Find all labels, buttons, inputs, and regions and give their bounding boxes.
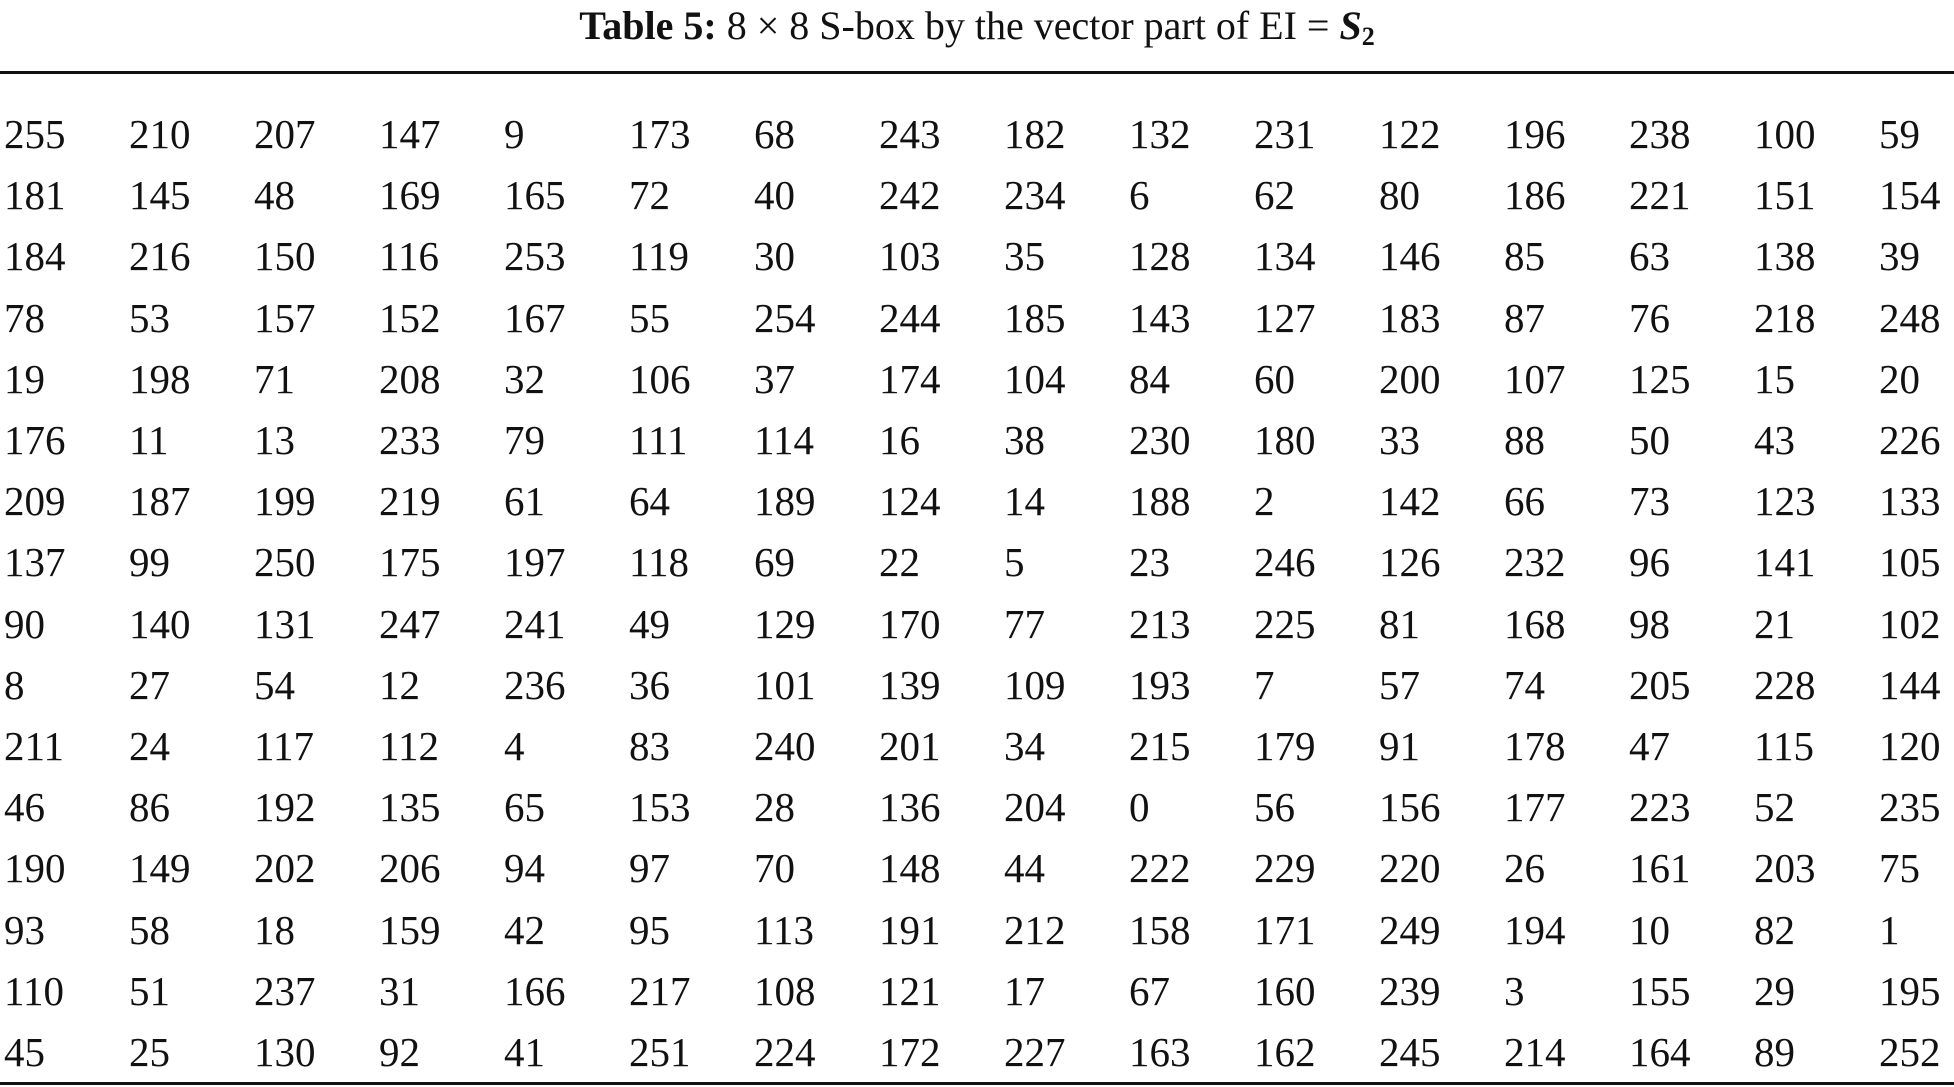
table-cell: 99 xyxy=(129,539,170,586)
table-cell: 40 xyxy=(754,172,795,219)
table-cell: 35 xyxy=(1004,233,1045,280)
table-row xyxy=(4,716,1949,777)
table-cell: 191 xyxy=(879,906,941,953)
table-cell: 132 xyxy=(1129,111,1191,158)
table-cell: 66 xyxy=(1504,478,1545,525)
table-row xyxy=(4,532,1949,593)
table-caption xyxy=(0,2,1954,61)
table-cell: 103 xyxy=(879,233,941,280)
table-cell: 86 xyxy=(129,784,170,831)
table-cell: 87 xyxy=(1504,294,1545,341)
table-cell: 206 xyxy=(379,845,441,892)
table-cell: 237 xyxy=(254,967,316,1014)
table-cell: 90 xyxy=(4,600,45,647)
table-cell: 28 xyxy=(754,784,795,831)
table-cell: 2 xyxy=(1254,478,1275,525)
table-cell: 92 xyxy=(379,1028,420,1075)
table-row xyxy=(4,838,1949,899)
table-cell: 162 xyxy=(1254,1028,1316,1075)
table-cell: 11 xyxy=(129,417,169,464)
table-cell: 107 xyxy=(1504,355,1566,402)
table-cell: 69 xyxy=(754,539,795,586)
table-cell: 94 xyxy=(504,845,545,892)
table-cell: 62 xyxy=(1254,172,1295,219)
table-cell: 175 xyxy=(379,539,441,586)
table-cell: 42 xyxy=(504,906,545,953)
table-cell: 34 xyxy=(1004,722,1045,769)
table-cell: 15 xyxy=(1754,355,1795,402)
table-cell: 220 xyxy=(1379,845,1441,892)
table-cell: 240 xyxy=(754,722,816,769)
table-cell: 9 xyxy=(504,111,525,158)
table-cell: 16 xyxy=(879,417,920,464)
table-cell: 136 xyxy=(879,784,941,831)
table-cell: 116 xyxy=(379,233,439,280)
table-cell: 144 xyxy=(1879,661,1941,708)
table-cell: 91 xyxy=(1379,722,1420,769)
table-cell: 72 xyxy=(629,172,670,219)
table-cell: 192 xyxy=(254,784,316,831)
table-cell: 19 xyxy=(4,355,45,402)
table-cell: 182 xyxy=(1004,111,1066,158)
table-cell: 113 xyxy=(754,906,814,953)
table-cell: 233 xyxy=(379,417,441,464)
table-cell: 205 xyxy=(1629,661,1691,708)
table-cell: 59 xyxy=(1879,111,1920,158)
table-cell: 157 xyxy=(254,294,316,341)
table-cell: 142 xyxy=(1379,478,1441,525)
table-cell: 210 xyxy=(129,111,191,158)
table-cell: 181 xyxy=(4,172,66,219)
caption-subscript: 2 xyxy=(1361,22,1375,51)
table-cell: 23 xyxy=(1129,539,1170,586)
table-cell: 78 xyxy=(4,294,45,341)
table-cell: 109 xyxy=(1004,661,1066,708)
table-cell: 174 xyxy=(879,355,941,402)
table-cell: 43 xyxy=(1754,417,1795,464)
table-cell: 244 xyxy=(879,294,941,341)
table-cell: 44 xyxy=(1004,845,1045,892)
table-cell: 5 xyxy=(1004,539,1025,586)
table-cell: 133 xyxy=(1879,478,1941,525)
table-cell: 126 xyxy=(1379,539,1441,586)
table-cell: 4 xyxy=(504,722,525,769)
table-cell: 13 xyxy=(254,417,295,464)
table-cell: 234 xyxy=(1004,172,1066,219)
table-row xyxy=(4,777,1949,838)
table-cell: 148 xyxy=(879,845,941,892)
table-cell: 150 xyxy=(254,233,316,280)
table-cell: 7 xyxy=(1254,661,1275,708)
table-cell: 82 xyxy=(1754,906,1795,953)
table-cell: 253 xyxy=(504,233,566,280)
table-cell: 110 xyxy=(4,967,64,1014)
table-cell: 189 xyxy=(754,478,816,525)
table-cell: 111 xyxy=(629,417,688,464)
table-cell: 153 xyxy=(629,784,691,831)
table-cell: 81 xyxy=(1379,600,1420,647)
table-cell: 140 xyxy=(129,600,191,647)
table-cell: 29 xyxy=(1754,967,1795,1014)
table-cell: 223 xyxy=(1629,784,1691,831)
table-cell: 48 xyxy=(254,172,295,219)
table-cell: 75 xyxy=(1879,845,1920,892)
table-cell: 201 xyxy=(879,722,941,769)
table-cell: 169 xyxy=(379,172,441,219)
table-cell: 68 xyxy=(754,111,795,158)
table-cell: 58 xyxy=(129,906,170,953)
table-cell: 114 xyxy=(754,417,814,464)
table-cell: 145 xyxy=(129,172,191,219)
table-cell: 118 xyxy=(629,539,689,586)
table-cell: 170 xyxy=(879,600,941,647)
table-cell: 51 xyxy=(129,967,170,1014)
sbox-table-body xyxy=(4,104,1949,1083)
table-cell: 214 xyxy=(1504,1028,1566,1075)
table-cell: 171 xyxy=(1254,906,1316,953)
table-bottom-rule xyxy=(0,1082,1954,1085)
table-cell: 200 xyxy=(1379,355,1441,402)
table-cell: 134 xyxy=(1254,233,1316,280)
table-cell: 54 xyxy=(254,661,295,708)
table-cell: 247 xyxy=(379,600,441,647)
table-cell: 155 xyxy=(1629,967,1691,1014)
table-cell: 254 xyxy=(754,294,816,341)
table-cell: 120 xyxy=(1879,722,1941,769)
table-cell: 249 xyxy=(1379,906,1441,953)
table-cell: 20 xyxy=(1879,355,1920,402)
table-cell: 79 xyxy=(504,417,545,464)
table-cell: 166 xyxy=(504,967,566,1014)
table-row xyxy=(4,655,1949,716)
table-cell: 108 xyxy=(754,967,816,1014)
table-cell: 123 xyxy=(1754,478,1816,525)
table-cell: 212 xyxy=(1004,906,1066,953)
table-cell: 251 xyxy=(629,1028,691,1075)
table-cell: 3 xyxy=(1504,967,1525,1014)
table-row xyxy=(4,288,1949,349)
table-cell: 176 xyxy=(4,417,66,464)
table-cell: 21 xyxy=(1754,600,1795,647)
table-cell: 85 xyxy=(1504,233,1545,280)
table-cell: 60 xyxy=(1254,355,1295,402)
table-cell: 57 xyxy=(1379,661,1420,708)
table-cell: 248 xyxy=(1879,294,1941,341)
table-cell: 180 xyxy=(1254,417,1316,464)
table-cell: 83 xyxy=(629,722,670,769)
table-cell: 168 xyxy=(1504,600,1566,647)
table-cell: 177 xyxy=(1504,784,1566,831)
table-cell: 163 xyxy=(1129,1028,1191,1075)
table-cell: 241 xyxy=(504,600,566,647)
table-row xyxy=(4,899,1949,960)
table-cell: 235 xyxy=(1879,784,1941,831)
table-cell: 141 xyxy=(1754,539,1816,586)
table-cell: 36 xyxy=(629,661,670,708)
table-cell: 149 xyxy=(129,845,191,892)
table-cell: 156 xyxy=(1379,784,1441,831)
table-row xyxy=(4,104,1949,165)
table-cell: 219 xyxy=(379,478,441,525)
table-cell: 167 xyxy=(504,294,566,341)
table-cell: 6 xyxy=(1129,172,1150,219)
table-cell: 124 xyxy=(879,478,941,525)
table-cell: 222 xyxy=(1129,845,1191,892)
table-cell: 137 xyxy=(4,539,66,586)
table-cell: 184 xyxy=(4,233,66,280)
table-cell: 38 xyxy=(1004,417,1045,464)
table-cell: 63 xyxy=(1629,233,1670,280)
table-cell: 93 xyxy=(4,906,45,953)
table-cell: 14 xyxy=(1004,478,1045,525)
table-row xyxy=(4,471,1949,532)
table-cell: 100 xyxy=(1754,111,1816,158)
table-cell: 173 xyxy=(629,111,691,158)
caption-label: Table 5: xyxy=(579,3,717,48)
table-cell: 139 xyxy=(879,661,941,708)
table-cell: 125 xyxy=(1629,355,1691,402)
table-row xyxy=(4,165,1949,226)
table-cell: 194 xyxy=(1504,906,1566,953)
table-cell: 226 xyxy=(1879,417,1941,464)
table-cell: 84 xyxy=(1129,355,1170,402)
table-cell: 41 xyxy=(504,1028,545,1075)
table-cell: 231 xyxy=(1254,111,1316,158)
table-cell: 250 xyxy=(254,539,316,586)
table-cell: 221 xyxy=(1629,172,1691,219)
table-cell: 25 xyxy=(129,1028,170,1075)
table-cell: 102 xyxy=(1879,600,1941,647)
table-cell: 216 xyxy=(129,233,191,280)
table-cell: 135 xyxy=(379,784,441,831)
table-cell: 160 xyxy=(1254,967,1316,1014)
table-cell: 22 xyxy=(879,539,920,586)
table-cell: 224 xyxy=(754,1028,816,1075)
table-row xyxy=(4,594,1949,655)
table-cell: 236 xyxy=(504,661,566,708)
table-cell: 203 xyxy=(1754,845,1816,892)
table-cell: 117 xyxy=(254,722,314,769)
table-cell: 80 xyxy=(1379,172,1420,219)
table-cell: 76 xyxy=(1629,294,1670,341)
table-cell: 115 xyxy=(1754,722,1814,769)
table-cell: 215 xyxy=(1129,722,1191,769)
table-cell: 193 xyxy=(1129,661,1191,708)
table-cell: 159 xyxy=(379,906,441,953)
table-cell: 104 xyxy=(1004,355,1066,402)
table-cell: 165 xyxy=(504,172,566,219)
table-cell: 202 xyxy=(254,845,316,892)
table-cell: 119 xyxy=(629,233,689,280)
table-cell: 45 xyxy=(4,1028,45,1075)
table-top-rule xyxy=(0,71,1954,74)
table-cell: 239 xyxy=(1379,967,1441,1014)
table-cell: 147 xyxy=(379,111,441,158)
table-cell: 151 xyxy=(1754,172,1816,219)
table-cell: 89 xyxy=(1754,1028,1795,1075)
table-cell: 129 xyxy=(754,600,816,647)
table-cell: 245 xyxy=(1379,1028,1441,1075)
table-cell: 88 xyxy=(1504,417,1545,464)
table-cell: 130 xyxy=(254,1028,316,1075)
table-cell: 179 xyxy=(1254,722,1316,769)
table-cell: 26 xyxy=(1504,845,1545,892)
table-cell: 188 xyxy=(1129,478,1191,525)
table-cell: 12 xyxy=(379,661,420,708)
table-cell: 230 xyxy=(1129,417,1191,464)
table-cell: 65 xyxy=(504,784,545,831)
table-cell: 30 xyxy=(754,233,795,280)
table-cell: 198 xyxy=(129,355,191,402)
table-cell: 95 xyxy=(629,906,670,953)
table-cell: 172 xyxy=(879,1028,941,1075)
table-cell: 97 xyxy=(629,845,670,892)
table-cell: 98 xyxy=(1629,600,1670,647)
table-cell: 49 xyxy=(629,600,670,647)
table-cell: 164 xyxy=(1629,1028,1691,1075)
table-row xyxy=(4,349,1949,410)
table-cell: 106 xyxy=(629,355,691,402)
table-cell: 183 xyxy=(1379,294,1441,341)
table-cell: 67 xyxy=(1129,967,1170,1014)
table-cell: 47 xyxy=(1629,722,1670,769)
table-cell: 207 xyxy=(254,111,316,158)
table-cell: 73 xyxy=(1629,478,1670,525)
table-cell: 10 xyxy=(1629,906,1670,953)
table-cell: 195 xyxy=(1879,967,1941,1014)
table-cell: 46 xyxy=(4,784,45,831)
table-cell: 217 xyxy=(629,967,691,1014)
table-cell: 32 xyxy=(504,355,545,402)
table-cell: 61 xyxy=(504,478,545,525)
table-cell: 187 xyxy=(129,478,191,525)
table-cell: 55 xyxy=(629,294,670,341)
table-row xyxy=(4,961,1949,1022)
table-cell: 122 xyxy=(1379,111,1441,158)
table-cell: 227 xyxy=(1004,1028,1066,1075)
table-row xyxy=(4,1022,1949,1083)
table-cell: 70 xyxy=(754,845,795,892)
table-cell: 143 xyxy=(1129,294,1191,341)
table-cell: 37 xyxy=(754,355,795,402)
table-cell: 127 xyxy=(1254,294,1316,341)
table-cell: 77 xyxy=(1004,600,1045,647)
table-cell: 197 xyxy=(504,539,566,586)
table-cell: 74 xyxy=(1504,661,1545,708)
table-cell: 112 xyxy=(379,722,439,769)
table-cell: 121 xyxy=(879,967,941,1014)
table-cell: 33 xyxy=(1379,417,1420,464)
table-cell: 242 xyxy=(879,172,941,219)
table-cell: 211 xyxy=(4,722,64,769)
table-cell: 138 xyxy=(1754,233,1816,280)
table-cell: 1 xyxy=(1879,906,1900,953)
table-cell: 101 xyxy=(754,661,816,708)
table-cell: 225 xyxy=(1254,600,1316,647)
table-cell: 71 xyxy=(254,355,295,402)
table-cell: 96 xyxy=(1629,539,1670,586)
table-cell: 50 xyxy=(1629,417,1670,464)
table-cell: 161 xyxy=(1629,845,1691,892)
table-cell: 218 xyxy=(1754,294,1816,341)
table-cell: 64 xyxy=(629,478,670,525)
table-cell: 255 xyxy=(4,111,66,158)
table-cell: 27 xyxy=(129,661,170,708)
table-cell: 8 xyxy=(4,661,25,708)
table-cell: 178 xyxy=(1504,722,1566,769)
table-cell: 52 xyxy=(1754,784,1795,831)
table-cell: 56 xyxy=(1254,784,1295,831)
table-cell: 208 xyxy=(379,355,441,402)
table-cell: 243 xyxy=(879,111,941,158)
table-cell: 204 xyxy=(1004,784,1066,831)
table-cell: 154 xyxy=(1879,172,1941,219)
table-cell: 0 xyxy=(1129,784,1150,831)
table-cell: 17 xyxy=(1004,967,1045,1014)
table-cell: 53 xyxy=(129,294,170,341)
caption-text: 8 × 8 S-box by the vector part of EI = xyxy=(726,3,1340,48)
table-cell: 252 xyxy=(1879,1028,1941,1075)
table-cell: 39 xyxy=(1879,233,1920,280)
table-cell: 105 xyxy=(1879,539,1941,586)
caption-variable: S xyxy=(1339,3,1362,48)
table-cell: 18 xyxy=(254,906,295,953)
table-cell: 152 xyxy=(379,294,441,341)
table-cell: 186 xyxy=(1504,172,1566,219)
table-cell: 229 xyxy=(1254,845,1316,892)
table-cell: 131 xyxy=(254,600,316,647)
table-cell: 232 xyxy=(1504,539,1566,586)
table-cell: 146 xyxy=(1379,233,1441,280)
table-cell: 24 xyxy=(129,722,170,769)
table-cell: 158 xyxy=(1129,906,1191,953)
table-cell: 246 xyxy=(1254,539,1316,586)
table-row xyxy=(4,410,1949,471)
table-cell: 185 xyxy=(1004,294,1066,341)
table-cell: 238 xyxy=(1629,111,1691,158)
sbox-table xyxy=(4,104,1949,1083)
table-cell: 31 xyxy=(379,967,420,1014)
table-row xyxy=(4,226,1949,287)
table-cell: 209 xyxy=(4,478,66,525)
table-cell: 190 xyxy=(4,845,66,892)
table-cell: 196 xyxy=(1504,111,1566,158)
table-cell: 213 xyxy=(1129,600,1191,647)
table-cell: 228 xyxy=(1754,661,1816,708)
table-cell: 128 xyxy=(1129,233,1191,280)
table-cell: 199 xyxy=(254,478,316,525)
